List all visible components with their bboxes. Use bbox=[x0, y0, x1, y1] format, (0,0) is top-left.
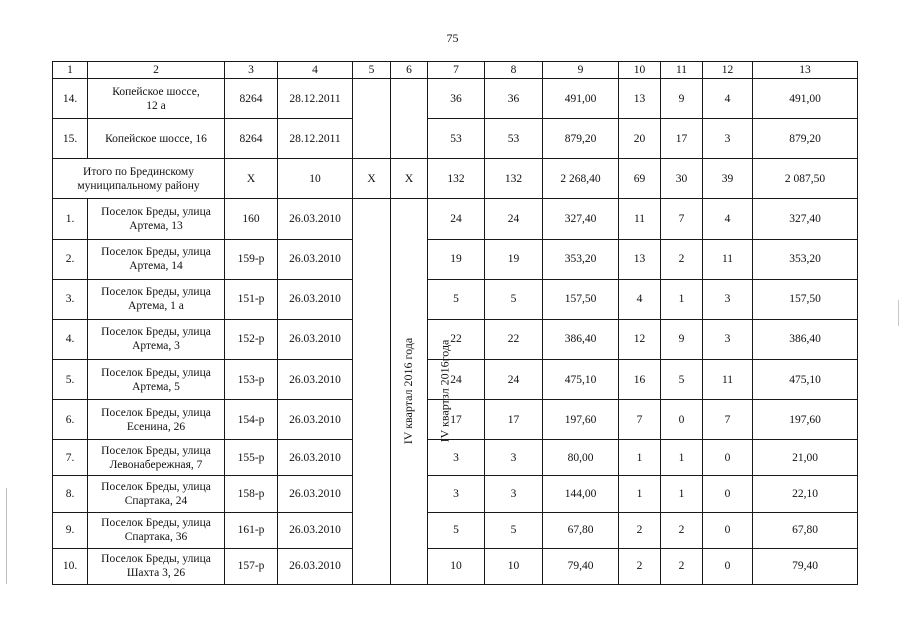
value-cell-c13: 491,00 bbox=[753, 79, 858, 119]
table-row bbox=[53, 319, 858, 359]
total-value-cell-c11: 30 bbox=[661, 159, 703, 199]
value-cell-c7: 5 bbox=[428, 512, 485, 548]
table-row bbox=[53, 512, 858, 548]
document-date-cell: 28.12.2011 bbox=[278, 79, 353, 119]
value-cell-c9: 491,00 bbox=[543, 79, 619, 119]
address-cell: Поселок Бреды, улица Артема, 3 bbox=[88, 319, 225, 359]
value-cell-c8: 24 bbox=[485, 199, 543, 239]
column-number-header: 11 bbox=[661, 62, 703, 79]
column-number-header: 13 bbox=[753, 62, 858, 79]
address-cell: Поселок Бреды, улица Шахта 3, 26 bbox=[88, 548, 225, 584]
row-number-cell: 8. bbox=[53, 476, 88, 512]
row-number-cell: 1. bbox=[53, 199, 88, 239]
row-number-cell: 10. bbox=[53, 548, 88, 584]
column-number-header: 4 bbox=[278, 62, 353, 79]
value-cell-c8: 24 bbox=[485, 360, 543, 400]
value-cell-c13: 475,10 bbox=[753, 360, 858, 400]
value-cell-c10: 7 bbox=[619, 400, 661, 440]
page-number: 75 bbox=[446, 31, 459, 45]
total-value-cell-c4: 10 bbox=[278, 159, 353, 199]
value-cell-c11: 1 bbox=[661, 279, 703, 319]
value-cell-c10: 4 bbox=[619, 279, 661, 319]
value-cell-c7: 36 bbox=[428, 79, 485, 119]
value-cell-c10: 11 bbox=[619, 199, 661, 239]
column-number-header: 7 bbox=[428, 62, 485, 79]
column-number-row bbox=[53, 62, 858, 79]
value-cell-c12: 11 bbox=[703, 360, 753, 400]
total-value-cell-c13: 2 087,50 bbox=[753, 159, 858, 199]
value-cell-c8: 5 bbox=[485, 512, 543, 548]
document-date-cell: 26.03.2010 bbox=[278, 239, 353, 279]
value-cell-c9: 157,50 bbox=[543, 279, 619, 319]
total-row bbox=[53, 159, 858, 199]
document-date-cell: 26.03.2010 bbox=[278, 548, 353, 584]
value-cell-c10: 12 bbox=[619, 319, 661, 359]
value-cell-c12: 4 bbox=[703, 79, 753, 119]
row-number-cell: 3. bbox=[53, 279, 88, 319]
value-cell-c10: 16 bbox=[619, 360, 661, 400]
document-number-cell: 151-р bbox=[225, 279, 278, 319]
value-cell-c8: 3 bbox=[485, 440, 543, 476]
document-number-cell: 153-р bbox=[225, 360, 278, 400]
value-cell-c9: 197,60 bbox=[543, 400, 619, 440]
total-value-cell-c5: X bbox=[353, 159, 391, 199]
period-cell-col6 bbox=[391, 79, 428, 159]
row-number-cell: 4. bbox=[53, 319, 88, 359]
value-cell-c8: 19 bbox=[485, 239, 543, 279]
value-cell-c12: 0 bbox=[703, 476, 753, 512]
value-cell-c12: 7 bbox=[703, 400, 753, 440]
value-cell-c12: 0 bbox=[703, 548, 753, 584]
value-cell-c10: 2 bbox=[619, 512, 661, 548]
value-cell-c7: 5 bbox=[428, 279, 485, 319]
value-cell-c9: 879,20 bbox=[543, 119, 619, 159]
value-cell-c11: 9 bbox=[661, 79, 703, 119]
table-row bbox=[53, 119, 858, 159]
value-cell-c13: 879,20 bbox=[753, 119, 858, 159]
value-cell-c13: 353,20 bbox=[753, 239, 858, 279]
value-cell-c7: 24 bbox=[428, 199, 485, 239]
value-cell-c7: 24 bbox=[428, 360, 485, 400]
document-date-cell: 26.03.2010 bbox=[278, 400, 353, 440]
table-row bbox=[53, 440, 858, 476]
address-cell: Поселок Бреды, улица Артема, 5 bbox=[88, 360, 225, 400]
period-label-col5-text: IV квартал 2016 года bbox=[401, 337, 416, 445]
document-date-cell: 26.03.2010 bbox=[278, 319, 353, 359]
data-table bbox=[52, 61, 858, 585]
address-cell: Поселок Бреды, улица Левонабережная, 7 bbox=[88, 440, 225, 476]
value-cell-c12: 4 bbox=[703, 199, 753, 239]
value-cell-c13: 21,00 bbox=[753, 440, 858, 476]
address-cell: Поселок Бреды, улица Спартака, 36 bbox=[88, 512, 225, 548]
value-cell-c11: 2 bbox=[661, 548, 703, 584]
total-value-cell-c9: 2 268,40 bbox=[543, 159, 619, 199]
value-cell-c12: 3 bbox=[703, 319, 753, 359]
document-date-cell: 26.03.2010 bbox=[278, 360, 353, 400]
scan-edge-mark bbox=[898, 300, 899, 326]
value-cell-c9: 327,40 bbox=[543, 199, 619, 239]
value-cell-c12: 0 bbox=[703, 440, 753, 476]
period-label-col5 bbox=[353, 199, 416, 585]
value-cell-c7: 3 bbox=[428, 476, 485, 512]
row-number-cell: 2. bbox=[53, 239, 88, 279]
value-cell-c8: 36 bbox=[485, 79, 543, 119]
value-cell-c11: 7 bbox=[661, 199, 703, 239]
scan-edge-mark bbox=[6, 488, 7, 584]
value-cell-c13: 22,10 bbox=[753, 476, 858, 512]
value-cell-c13: 67,80 bbox=[753, 512, 858, 548]
value-cell-c8: 3 bbox=[485, 476, 543, 512]
value-cell-c10: 1 bbox=[619, 440, 661, 476]
table-row bbox=[53, 239, 858, 279]
value-cell-c10: 13 bbox=[619, 79, 661, 119]
row-number-cell: 5. bbox=[53, 360, 88, 400]
value-cell-c7: 3 bbox=[428, 440, 485, 476]
value-cell-c12: 0 bbox=[703, 512, 753, 548]
document-date-cell: 28.12.2011 bbox=[278, 119, 353, 159]
value-cell-c9: 79,40 bbox=[543, 548, 619, 584]
total-value-cell-c10: 69 bbox=[619, 159, 661, 199]
value-cell-c8: 17 bbox=[485, 400, 543, 440]
column-number-header: 12 bbox=[703, 62, 753, 79]
value-cell-c9: 144,00 bbox=[543, 476, 619, 512]
value-cell-c8: 5 bbox=[485, 279, 543, 319]
value-cell-c9: 353,20 bbox=[543, 239, 619, 279]
value-cell-c7: 19 bbox=[428, 239, 485, 279]
total-label-cell: Итого по Брединскому муниципальному району bbox=[53, 159, 225, 199]
value-cell-c12: 3 bbox=[703, 279, 753, 319]
address-cell: Поселок Бреды, улица Артема, 1 а bbox=[88, 279, 225, 319]
value-cell-c11: 0 bbox=[661, 400, 703, 440]
document-number-cell: 161-р bbox=[225, 512, 278, 548]
value-cell-c13: 327,40 bbox=[753, 199, 858, 239]
address-cell: Копейское шоссе, 16 bbox=[88, 119, 225, 159]
value-cell-c10: 2 bbox=[619, 548, 661, 584]
value-cell-c9: 80,00 bbox=[543, 440, 619, 476]
column-number-header: 9 bbox=[543, 62, 619, 79]
value-cell-c13: 386,40 bbox=[753, 319, 858, 359]
table-row bbox=[53, 360, 858, 400]
column-number-header: 10 bbox=[619, 62, 661, 79]
column-number-header: 1 bbox=[53, 62, 88, 79]
value-cell-c11: 2 bbox=[661, 512, 703, 548]
value-cell-c11: 17 bbox=[661, 119, 703, 159]
value-cell-c10: 20 bbox=[619, 119, 661, 159]
value-cell-c13: 79,40 bbox=[753, 548, 858, 584]
value-cell-c9: 67,80 bbox=[543, 512, 619, 548]
value-cell-c11: 9 bbox=[661, 319, 703, 359]
row-number-cell: 9. bbox=[53, 512, 88, 548]
document-number-cell: 155-р bbox=[225, 440, 278, 476]
document-date-cell: 26.03.2010 bbox=[278, 476, 353, 512]
value-cell-c11: 5 bbox=[661, 360, 703, 400]
document-number-cell: 8264 bbox=[225, 119, 278, 159]
table-row bbox=[53, 548, 858, 584]
value-cell-c11: 1 bbox=[661, 440, 703, 476]
value-cell-c7: 53 bbox=[428, 119, 485, 159]
document-number-cell: 157-р bbox=[225, 548, 278, 584]
document-number-cell: 154-р bbox=[225, 400, 278, 440]
value-cell-c8: 22 bbox=[485, 319, 543, 359]
document-number-cell: 152-р bbox=[225, 319, 278, 359]
address-cell: Поселок Бреды, улица Артема, 13 bbox=[88, 199, 225, 239]
value-cell-c11: 2 bbox=[661, 239, 703, 279]
row-number-cell: 14. bbox=[53, 79, 88, 119]
document-date-cell: 26.03.2010 bbox=[278, 279, 353, 319]
value-cell-c8: 53 bbox=[485, 119, 543, 159]
value-cell-c12: 3 bbox=[703, 119, 753, 159]
column-number-header: 2 bbox=[88, 62, 225, 79]
row-number-cell: 15. bbox=[53, 119, 88, 159]
total-value-cell-c12: 39 bbox=[703, 159, 753, 199]
document-number-cell: 160 bbox=[225, 199, 278, 239]
value-cell-c7: 17 bbox=[428, 400, 485, 440]
column-number-header: 6 bbox=[391, 62, 428, 79]
document-number-cell: 158-р bbox=[225, 476, 278, 512]
period-label-col6-text: IV квартзл 2016года bbox=[437, 339, 452, 443]
table-row bbox=[53, 79, 858, 119]
row-number-cell: 6. bbox=[53, 400, 88, 440]
address-cell: Поселок Бреды, улица Спартака, 24 bbox=[88, 476, 225, 512]
total-value-cell-c6: X bbox=[391, 159, 428, 199]
table-row bbox=[53, 199, 858, 239]
value-cell-c10: 13 bbox=[619, 239, 661, 279]
total-value-cell-c3: X bbox=[225, 159, 278, 199]
document-number-cell: 159-р bbox=[225, 239, 278, 279]
table-row bbox=[53, 279, 858, 319]
address-cell: Копейское шоссе, 12 а bbox=[88, 79, 225, 119]
value-cell-c8: 10 bbox=[485, 548, 543, 584]
address-cell: Поселок Бреды, улица Артема, 14 bbox=[88, 239, 225, 279]
column-number-header: 5 bbox=[353, 62, 391, 79]
value-cell-c9: 475,10 bbox=[543, 360, 619, 400]
value-cell-c9: 386,40 bbox=[543, 319, 619, 359]
table-row bbox=[53, 400, 858, 440]
address-cell: Поселок Бреды, улица Есенина, 26 bbox=[88, 400, 225, 440]
document-number-cell: 8264 bbox=[225, 79, 278, 119]
value-cell-c13: 157,50 bbox=[753, 279, 858, 319]
period-cell-col5 bbox=[353, 79, 391, 159]
value-cell-c11: 1 bbox=[661, 476, 703, 512]
column-number-header: 3 bbox=[225, 62, 278, 79]
value-cell-c7: 22 bbox=[428, 319, 485, 359]
document-date-cell: 26.03.2010 bbox=[278, 512, 353, 548]
value-cell-c10: 1 bbox=[619, 476, 661, 512]
row-number-cell: 7. bbox=[53, 440, 88, 476]
value-cell-c7: 10 bbox=[428, 548, 485, 584]
total-value-cell-c8: 132 bbox=[485, 159, 543, 199]
value-cell-c12: 11 bbox=[703, 239, 753, 279]
column-number-header: 8 bbox=[485, 62, 543, 79]
total-value-cell-c7: 132 bbox=[428, 159, 485, 199]
document-date-cell: 26.03.2010 bbox=[278, 440, 353, 476]
table-row bbox=[53, 476, 858, 512]
document-date-cell: 26.03.2010 bbox=[278, 199, 353, 239]
value-cell-c13: 197,60 bbox=[753, 400, 858, 440]
